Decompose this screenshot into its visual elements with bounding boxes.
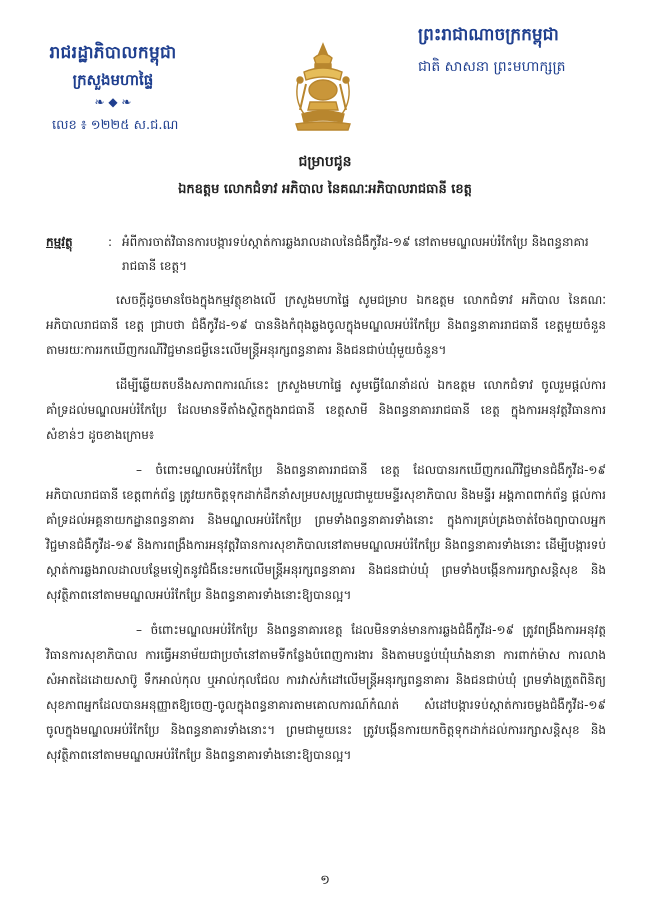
government-name: រាជរដ្ឋាភិបាលកម្ពុជា — [49, 43, 177, 63]
addressee: ឯកឧត្តម លោកជំទាវ អភិបាល នៃគណៈអភិបាលរាជធានី ខេត្ត — [178, 182, 472, 197]
header-left — [28, 42, 198, 136]
national-motto: ជាតិ សាសនា ព្រះមហាក្សត្រ — [418, 59, 566, 75]
ministry-name: ក្រសួងមហាផ្ទៃ — [72, 71, 154, 89]
salutation: ជម្រាបជូន — [298, 154, 352, 170]
letter-body — [46, 288, 606, 778]
subject-colon: : — [108, 235, 113, 249]
reference-number: លេខ ៖ ១២២៥ ស.ជ.ណ — [52, 118, 179, 133]
subject-line — [46, 230, 606, 278]
kingdom-name: ព្រះរាជាណាចក្រកម្ពុជា — [418, 25, 559, 45]
page-number: ១ — [320, 873, 330, 888]
paragraph-intro: សេចក្តីដូចមានចែងក្នុងកម្មវត្ថុខាងលើ ក្រសួងមហាផ្ទៃ សូមជម្រាប ឯកឧត្តម លោកជំទាវ អភិបាល នៃគណៈអភិបាលរាជធានី ខេត្ត ជ្រាបថា ជំងឺកូវីដ-១៩ បាននិងកំពុងឆ្លងចូលក្នុងមណ្ឌលអប់រំកែប្រែ និងពន្ធនាគាររាជធានី ខេត្តមួយចំនួន តាមរយៈការរកឃើញករណីវិជ្ជមានជម្ងឺនេះលើមន្ត្រីអនុរក្សពន្ធនាគារ និងជនជាប់ឃុំមួយចំនួន។ — [46, 293, 606, 357]
header-right — [418, 24, 628, 78]
paragraph-bullet-uninfected: – ចំពោះមណ្ឌលអប់រំកែប្រែ និងពន្ធនាគារខេត្ត ដែលមិនទាន់មានការឆ្លងជំងឺកូវីដ-១៩ ត្រូវពង្រឹងការអនុវត្តវិធានការសុខាភិបាល ការធ្វើអនាម័យជាប្រចាំនៅតាមទីកន្លែងបំពេញការងារ និងតាមបន្ទប់ឃុំឃាំងនានា ការពាក់ម៉ាស ការលាងសំអាតដៃដោយសាប៊ូ ទឹកអាល់កុល ឬអាល់កុលជែល ការវាស់កំដៅលើមន្ត្រីអនុរក្សពន្ធនាគារ និងជនជាប់ឃុំ ព្រមទាំងត្រួតពិនិត្យសុខភាពអ្នកដែលបានអនុញ្ញាតឱ្យចេញ-ចូលក្នុងពន្ធនាគារតាមគោលការណ៍កំណត់ សំដៅបង្ការទប់ស្កាត់ការចម្លងជំងឺកូវីដ-១៩ ចូលក្នុងមណ្ឌលអប់រំកែប្រែ និងពន្ធនាគារទាំងនោះ។ ព្រមជាមួយនេះ ត្រូវបង្កើនការយកចិត្តទុកដាក់ដល់ការរក្សាសន្តិសុខ និងសុវត្ថិភាពនៅតាមមណ្ឌលអប់រំកែប្រែ និងពន្ធនាគារទាំងនោះឱ្យបានល្អ។ — [46, 623, 606, 762]
subject-text: អំពីការចាត់វិធានការបង្ការទប់ស្កាត់ការឆ្លងរាលដាលនៃជំងឺកូវីដ-១៩ នៅតាមមណ្ឌលអប់រំកែប្រែ និងពន្ធនាគាររាជធានី ខេត្ត។ — [122, 235, 589, 273]
addressee-block — [0, 152, 650, 200]
ornament-divider: ❧ ◆ ❧ — [94, 95, 132, 109]
royal-emblem-icon — [284, 40, 362, 132]
subject-label: កម្មវត្ថុ — [46, 235, 73, 249]
paragraph-instruction: ដើម្បីឆ្លើយតបនឹងសភាពការណ៍នេះ ក្រសួងមហាផ្ទៃ សូមធ្វើណែនាំដល់ ឯកឧត្តម លោកជំទាវ ចូលរួមផ្តល់ការគាំទ្រដល់មណ្ឌលអប់រំកែប្រែ ដែលមានទីតាំងស្ថិតក្នុងរាជធានី ខេត្តសាមី និងពន្ធនាគាររាជធានី ខេត្ត ក្នុងការអនុវត្តវិធានការសំខាន់ៗ ដូចខាងក្រោម៖ — [46, 378, 606, 442]
paragraph-bullet-infected: – ចំពោះមណ្ឌលអប់រំកែប្រែ និងពន្ធនាគាររាជធានី ខេត្ត ដែលបានរកឃើញករណីវិជ្ជមានជំងឺកូវីដ-១៩ អភិបាលរាជធានី ខេត្តពាក់ព័ន្ធ ត្រូវយកចិត្តទុកដាក់ដឹកនាំសម្របសម្រួលជាមួយមន្ទីរសុខាភិបាល និងមន្ទីរ អង្គភាពពាក់ព័ន្ធ ផ្តល់ការគាំទ្រដល់អគ្គនាយកដ្ឋានពន្ធនាគារ និងមណ្ឌលអប់រំកែប្រែ ព្រមទាំងពន្ធនាគារទាំងនោះ ក្នុងការគ្រប់គ្រងចាត់ចែងព្យាបាលអ្នកវិជ្ជមានជំងឺកូវីដ-១៩ និងការពង្រឹងការអនុវត្តវិធានការសុខាភិបាលនៅតាមមណ្ឌលអប់រំកែប្រែ និងពន្ធនាគារទាំងនោះ ដើម្បីបង្ការទប់ស្កាត់ការឆ្លងរាលដាលបន្ថែមទៀតនូវជំងឺនេះមកលើមន្ត្រីអនុរក្សពន្ធនាគារ និងជនជាប់ឃុំ ព្រមទាំងបង្កើនការរក្សាសន្តិសុខ និងសុវត្ថិភាពនៅតាមមណ្ឌលអប់រំកែប្រែ និងពន្ធនាគារទាំងនោះឱ្យបានល្អ។ — [46, 463, 606, 602]
